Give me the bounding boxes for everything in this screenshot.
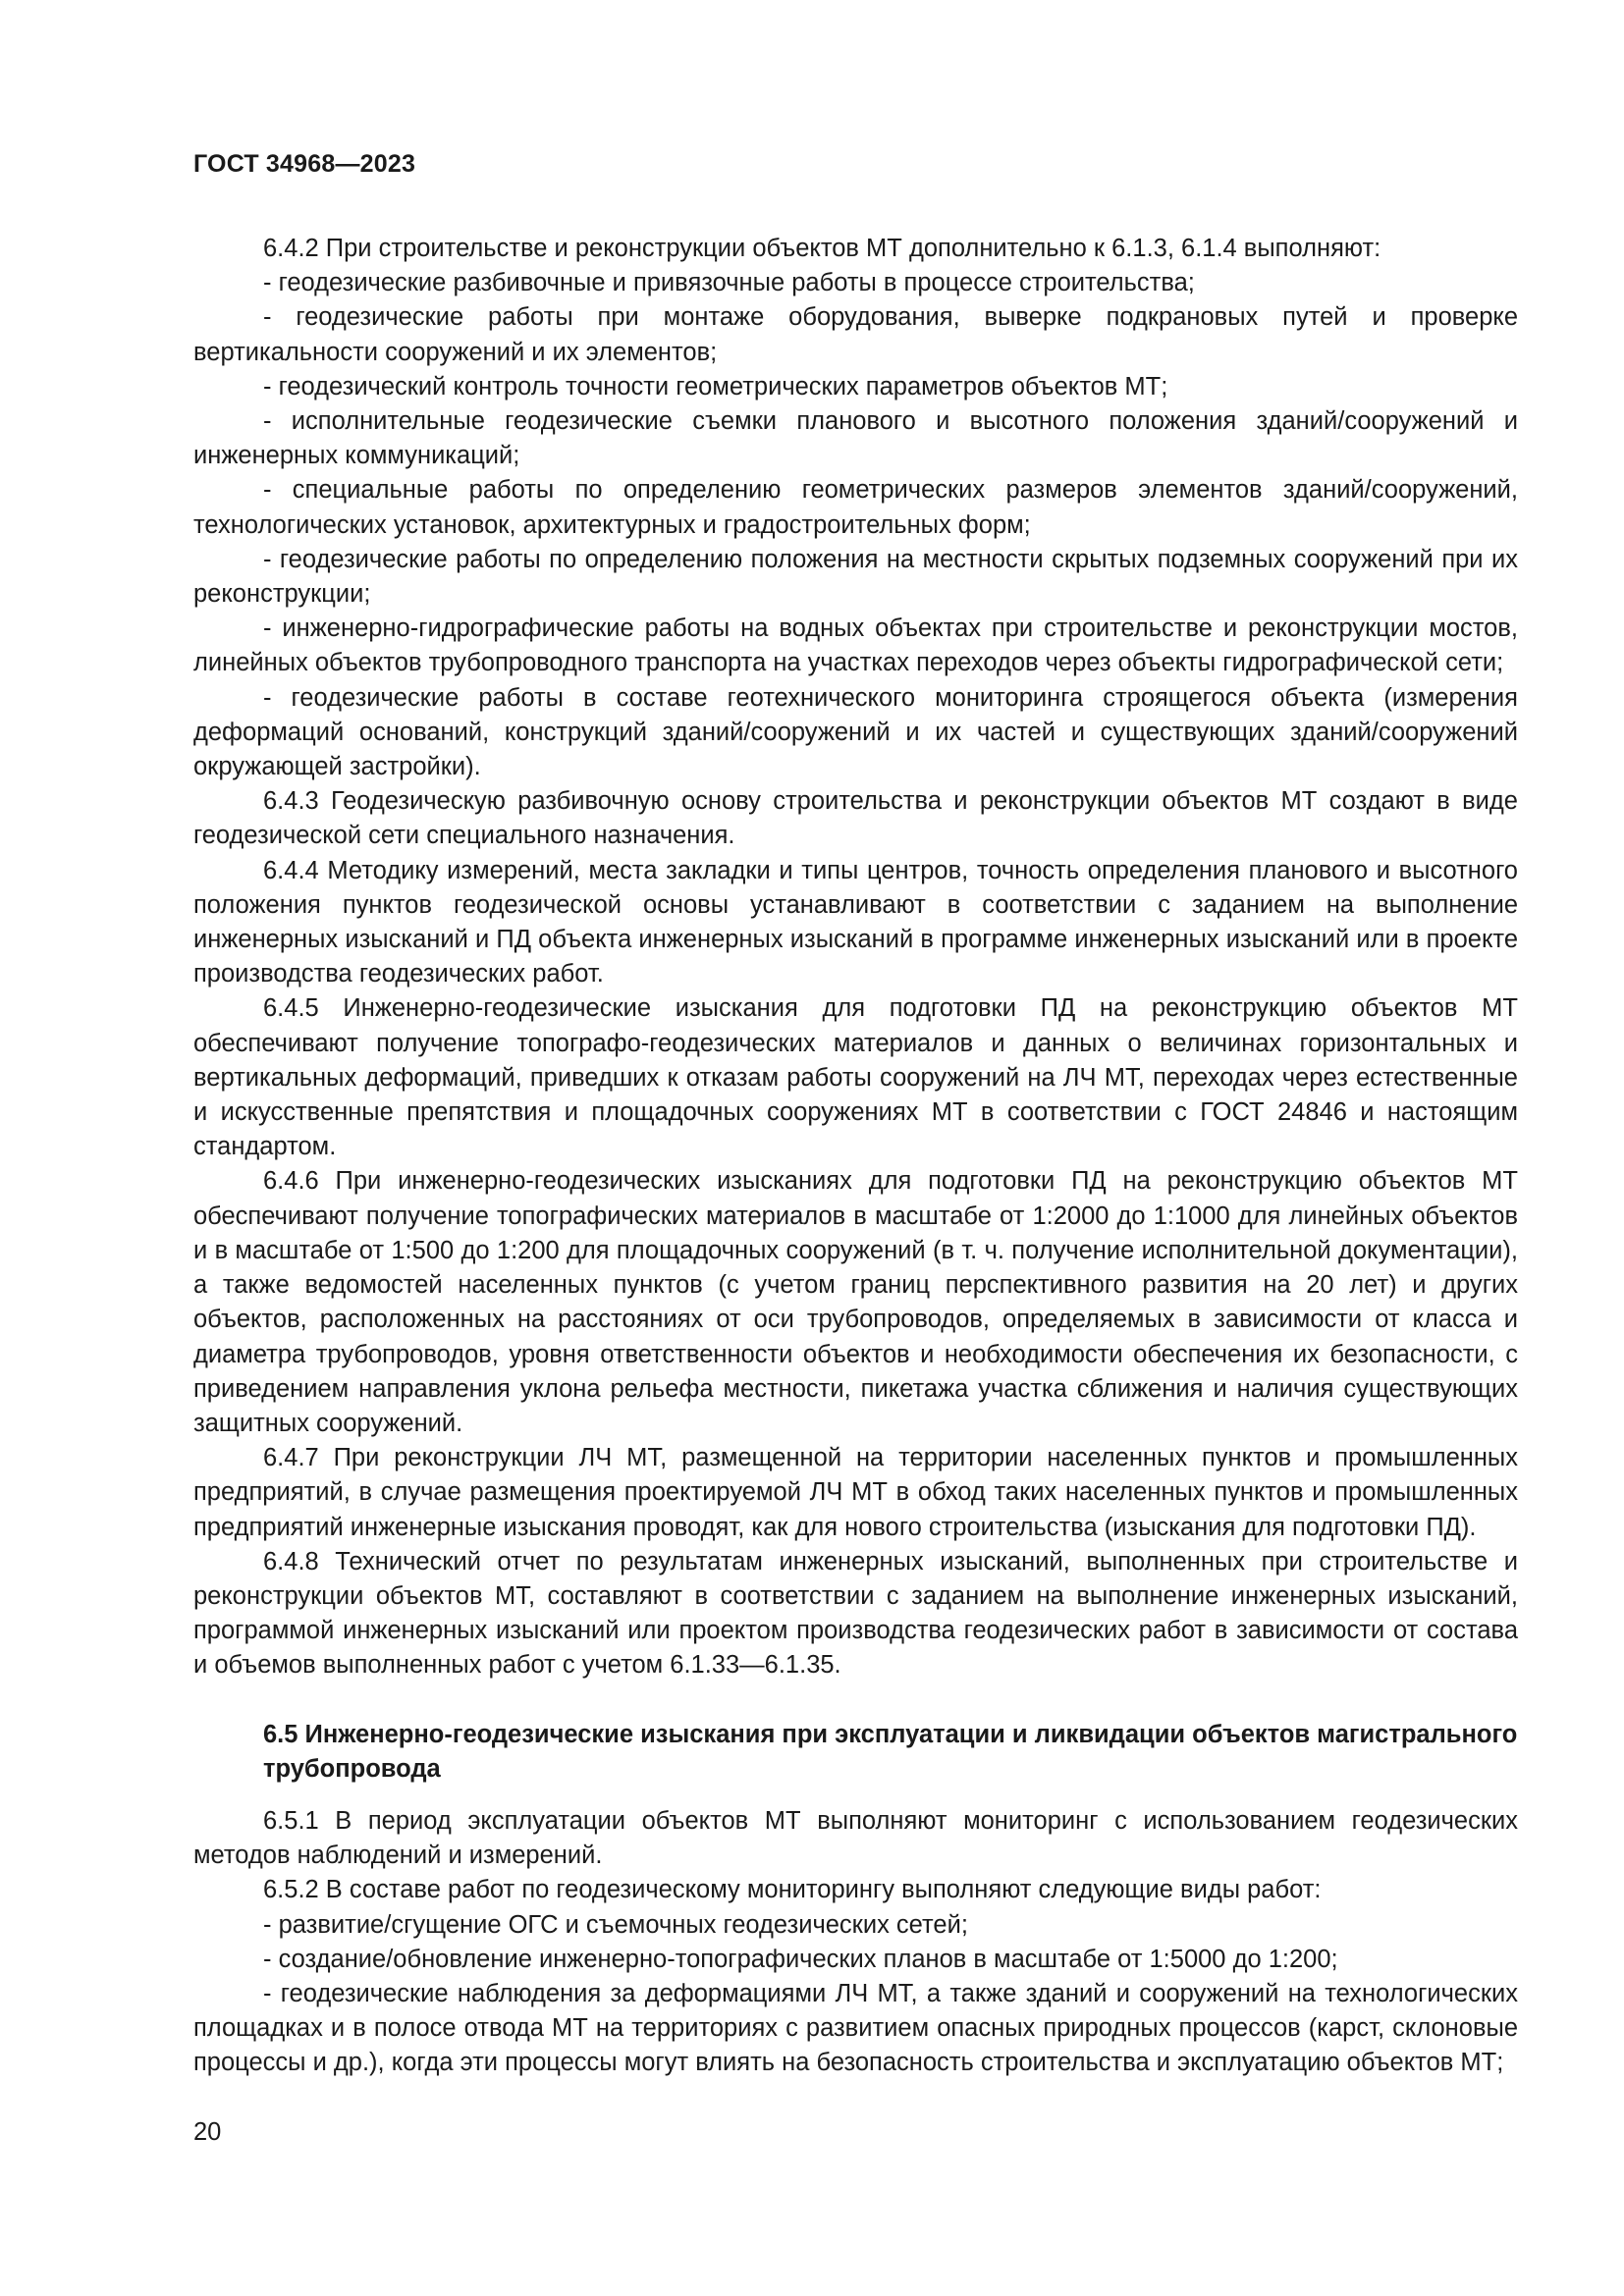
list-item: - геодезические работы в составе геотехнического мониторинга строящегося объекта (измерения деформаций оснований, конструкций зданий/сооружений и их частей и существующих зданий/сооружений окружающей застройки). — [193, 683, 1518, 781]
paragraph-6-4-5: 6.4.5 Инженерно-геодезические изыскания для подготовки ПД на реконструкцию объектов МТ обеспечивают получение топографо-геодезических материалов и данных о величинах горизонтальных и вертикальных деформаций, приведших к отказам работы сооружений на ЛЧ МТ, переходах через естественные и искусственные препятствия и площадочных сооружениях МТ в соответствии с ГОСТ 24846 и настоящим стандартом. — [193, 994, 1518, 1161]
section-heading-6-5: 6.5 Инженерно-геодезические изыскания при эксплуатации и ликвидации объектов магистрального трубопровода — [263, 1720, 1518, 1783]
page-number: 20 — [193, 2118, 222, 2146]
list-item: - геодезические работы по определению положения на местности скрытых подземных сооружений при их реконструкции; — [193, 545, 1518, 609]
paragraph-6-4-2: 6.4.2 При строительстве и реконструкции объектов МТ дополнительно к 6.1.3, 6.1.4 выполняют: — [263, 235, 1381, 262]
section-6-5-paragraphs — [193, 1804, 1518, 2081]
list-item: - геодезический контроль точности геометрических параметров объектов МТ; — [263, 372, 1168, 400]
document-body — [193, 232, 1518, 2081]
list-item: - инженерно-гидрографические работы на водных объектах при строительстве и реконструкции мостов, линейных объектов трубопроводного транспорта на участках переходов через объекты гидрографической сети; — [193, 614, 1518, 677]
paragraph-6-4-7: 6.4.7 При реконструкции ЛЧ МТ, размещенной на территории населенных пунктов и промышленных предприятий, в случае размещения проектируемой ЛЧ МТ в обход таких населенных пунктов и промышленных предприятий инженерные изыскания проводят, как для нового строительства (изыскания для подготовки ПД). — [193, 1444, 1518, 1541]
list-item: - геодезические разбивочные и привязочные работы в процессе строительства; — [263, 269, 1195, 297]
paragraph-6-4-3: 6.4.3 Геодезическую разбивочную основу строительства и реконструкции объектов МТ создают в виде геодезической сети специального назначения. — [193, 787, 1518, 850]
section-6-4-paragraphs — [193, 232, 1518, 1683]
paragraph-6-4-8: 6.4.8 Технический отчет по результатам инженерных изысканий, выполненных при строительстве и реконструкции объектов МТ, составляют в соответствии с заданием на выполнение инженерных изысканий, программой инженерных изысканий или проектом производства геодезических работ в зависимости от состава и объемов выполненных работ с учетом 6.1.33—6.1.35. — [193, 1547, 1518, 1680]
list-item: - геодезические работы при монтаже оборудования, выверке подкрановых путей и проверке вертикальности сооружений и их элементов; — [193, 303, 1518, 366]
paragraph-6-4-6: 6.4.6 При инженерно-геодезических изысканиях для подготовки ПД на реконструкцию объектов МТ обеспечивают получение топографических материалов в масштабе от 1:2000 до 1:1000 для линейных объектов и в масштабе от 1:500 до 1:200 для площадочных сооружений (в т. ч. получение исполнительной документации), а также ведомостей населенных пунктов (с учетом границ перспективного развития на 20 лет) и других объектов, расположенных на расстояниях от оси трубопроводов, определяемых в зависимости от класса и диаметра трубопроводов, уровня ответственности объектов и необходимости обеспечения их безопасности, с приведением направления уклона рельефа местности, пикетажа участка сближения и наличия существующих защитных сооружений. — [193, 1167, 1518, 1437]
list-item: - создание/обновление инженерно-топографических планов в масштабе от 1:5000 до 1:200; — [263, 1945, 1338, 1973]
list-item: - развитие/сгущение ОГС и съемочных геодезических сетей; — [263, 1910, 968, 1939]
paragraph-6-5-2: 6.5.2 В составе работ по геодезическому мониторингу выполняют следующие виды работ: — [263, 1876, 1322, 1904]
paragraph-6-4-4: 6.4.4 Методику измерений, места закладки и типы центров, точность определения планового и высотного положения пунктов геодезической основы устанавливают в соответствии с заданием на выполнение инженерных изысканий и ПД объекта инженерных изысканий в программе инженерных изысканий или в проекте производства геодезических работ. — [193, 856, 1518, 988]
list-item: - исполнительные геодезические съемки планового и высотного положения зданий/сооружений и инженерных коммуникаций; — [193, 407, 1518, 470]
document-header: ГОСТ 34968—2023 — [193, 150, 416, 178]
paragraph-6-5-1: 6.5.1 В период эксплуатации объектов МТ выполняют мониторинг с использованием геодезических методов наблюдений и измерений. — [193, 1806, 1518, 1870]
list-item: - специальные работы по определению геометрических размеров элементов зданий/сооружений, технологических установок, архитектурных и градостроительных форм; — [193, 476, 1518, 539]
list-item: - геодезические наблюдения за деформациями ЛЧ МТ, а также зданий и сооружений на технологических площадках и в полосе отвода МТ на территориях с развитием опасных природных процессов (карст, склоновые процессы и др.), когда эти процессы могут влиять на безопасность строительства и эксплуатацию объектов МТ; — [193, 1979, 1518, 2077]
